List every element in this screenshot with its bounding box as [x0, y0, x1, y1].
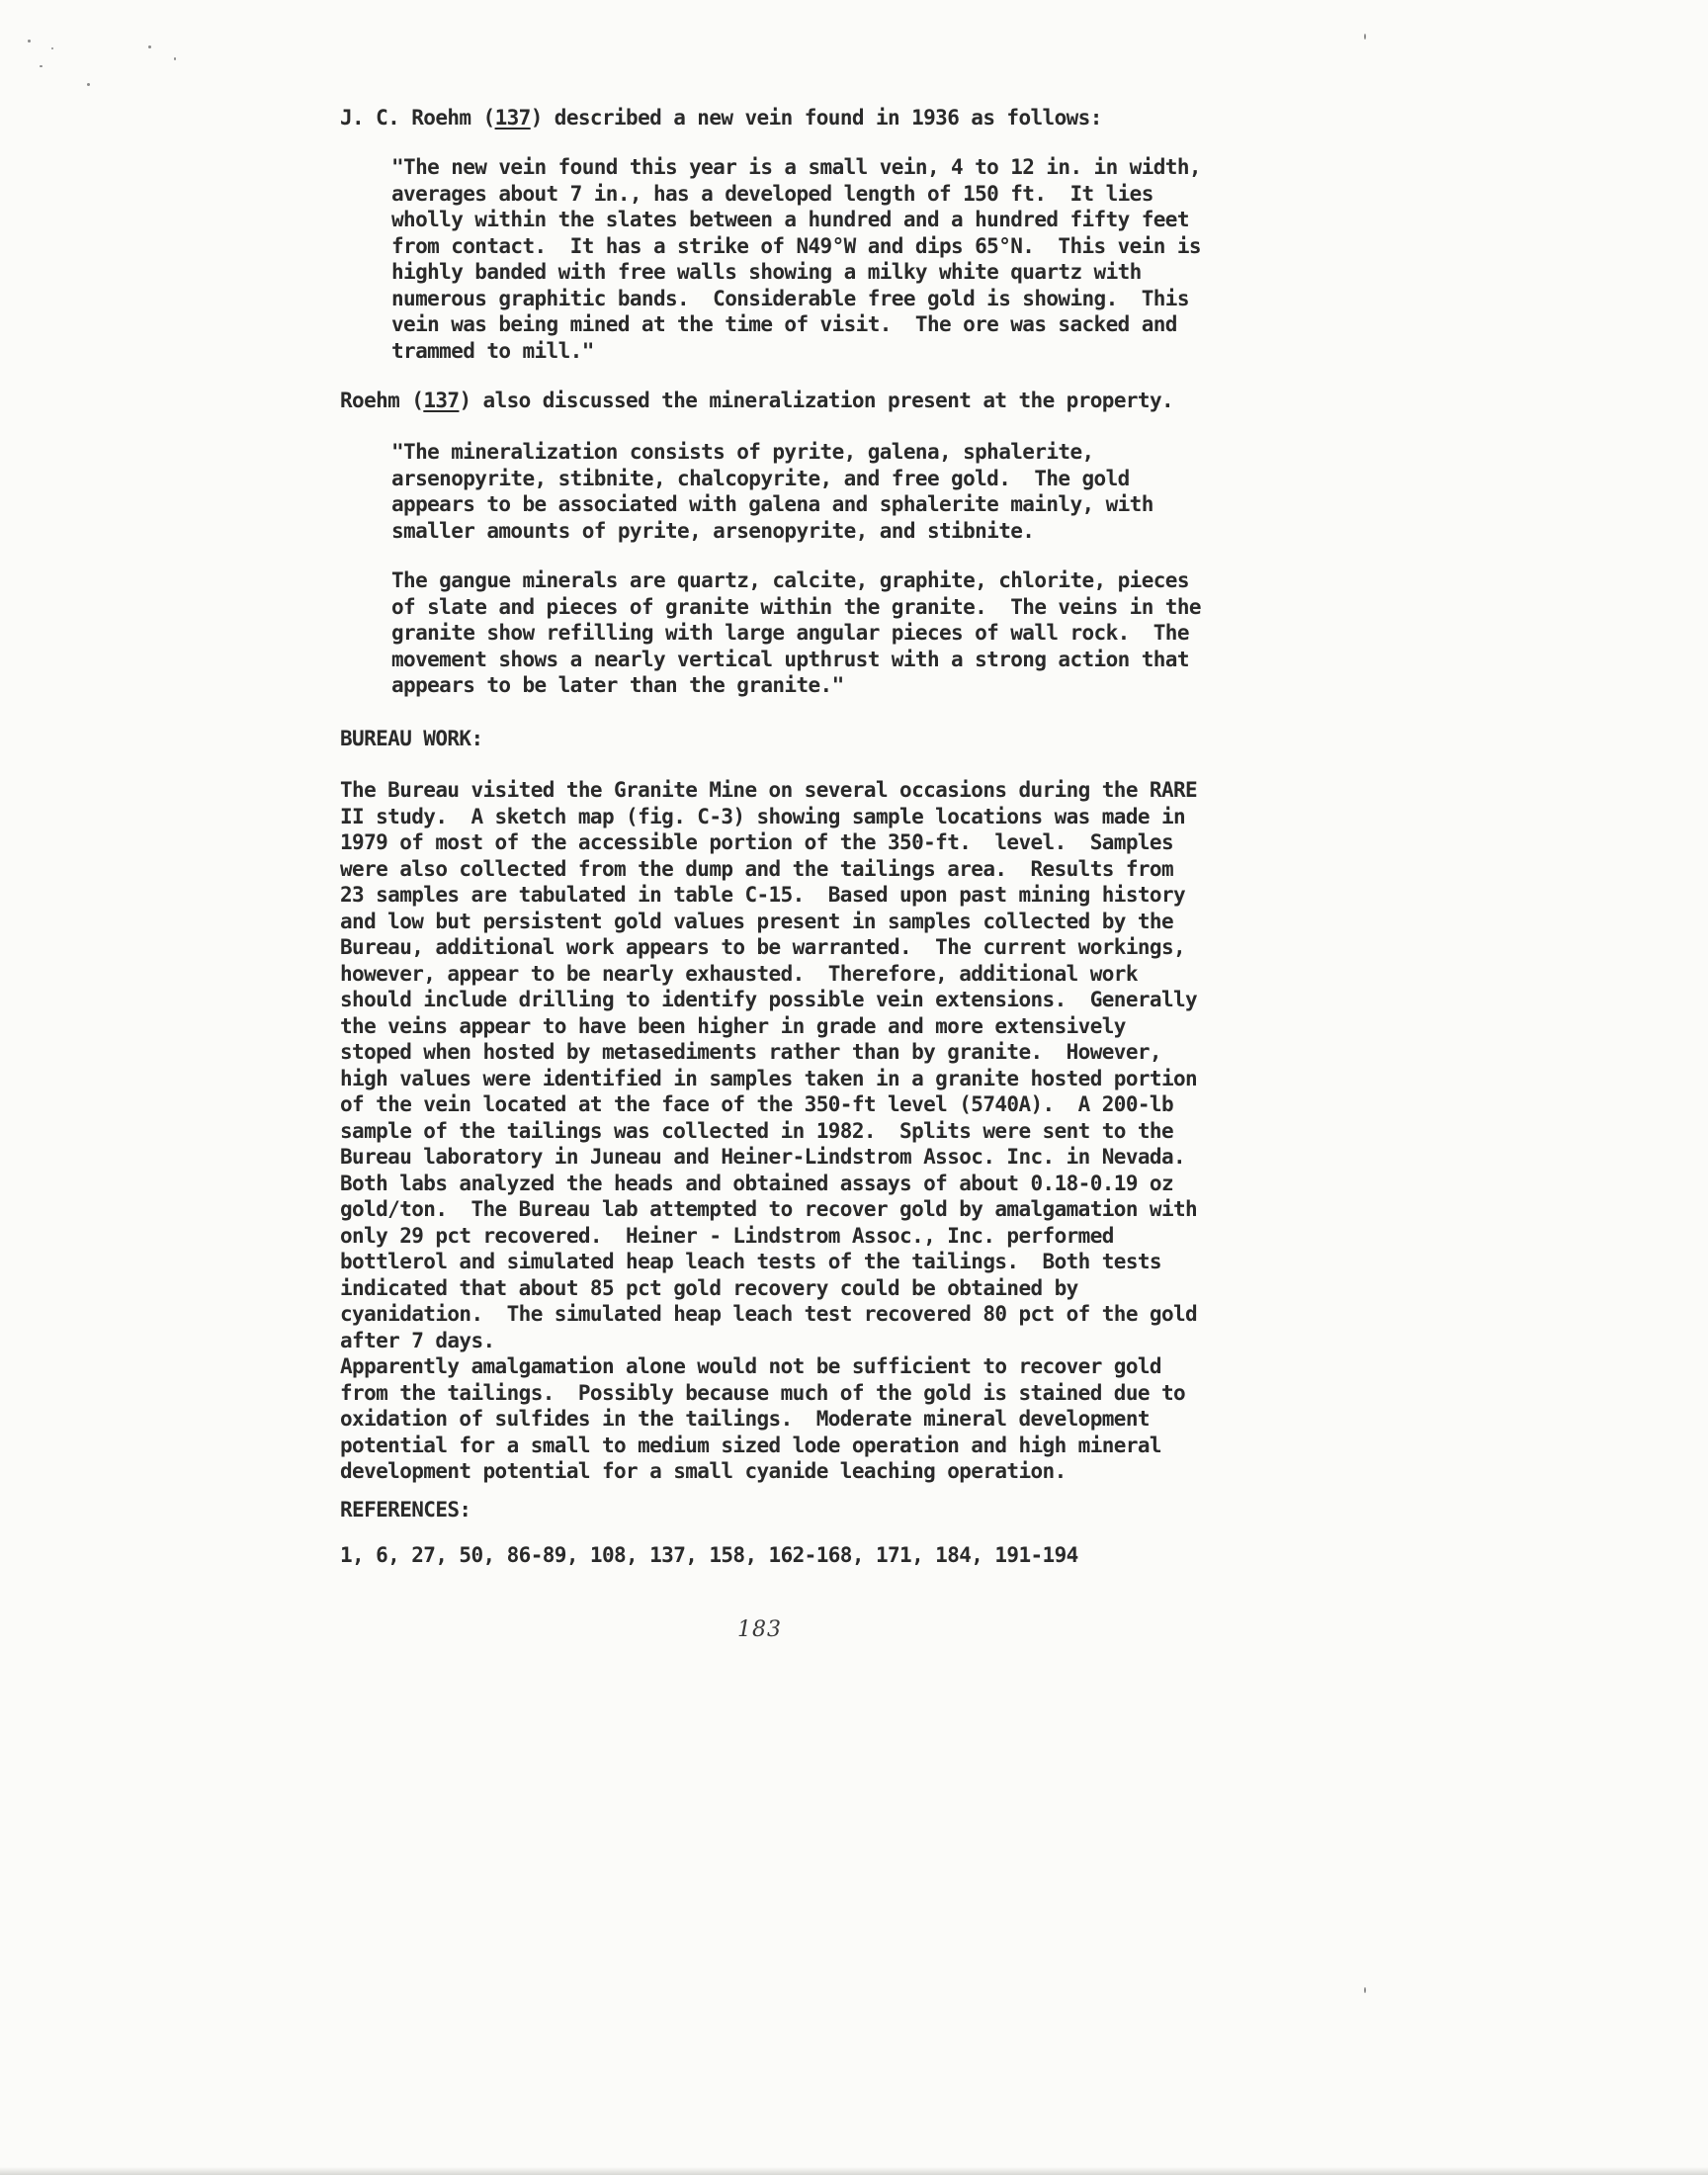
references-body [340, 1542, 1378, 1569]
intro-text-end: ) described a new vein found in 1936 as follows: [530, 106, 1102, 130]
scan-speck [40, 65, 43, 67]
vein-quote: "The new vein found this year is a small vein, 4 to 12 in. in width, averages about 7 in., has a developed length of 150 ft. It lies wholly within the slates between a hundred and a hundred fifty feet from contact. It has a strike of N49°W and dips 65°N. This vein is highly banded with free walls showing a milky white quartz with numerous graphitic bands. Considerable free gold is showing. This vein was being mined at the time of visit. The ore was sacked and trammed to mill." [391, 155, 1201, 363]
scan-speck [1364, 34, 1366, 40]
vein-quote-block [340, 154, 1378, 364]
scan-speck [51, 47, 53, 49]
mineralization-quote: "The mineralization consists of pyrite, galena, sphalerite, arsenopyrite, stibnite, chalcopyrite, and free gold. The gold appears to be associated with galena and sphalerite mainly, with smaller amounts of pyrite, arsenopyrite, and stibnite. [391, 440, 1153, 543]
bureau-work-text: The Bureau visited the Granite Mine on several occasions during the RARE II study. A sketch map (fig. C-3) showing sample locations was made in 1979 of most of the accessible portion of the 350-ft. level. Samples were also collected from the dump and the tailings area. Results from 23 samples are tabulated in table C-15. Based upon past mining history and low but persistent gold values present in samples collected by the Bureau, additional work appears to be warranted. The current workings, however, appear to be nearly exhausted. Therefore, additional work should include drilling to identify possible vein extensions. Generally the veins appear to have been higher in grade and more extensively stoped when hosted by metasediments rather than by granite. However, high values were identified in samples taken in a granite hosted portion of the vein located at the face of the 350-ft level (5740A). A 200-lb sample of the tailings was collected in 1982. Splits were sent to the Bureau laboratory in Juneau and Heiner-Lindstrom Assoc. Inc. in Nevada. Both labs analyzed the heads and obtained assays of about 0.18-0.19 oz gold/ton. The Bureau lab attempted to recover gold by amalgamation with only 29 pct recovered. Heiner - Lindstrom Assoc., Inc. performed bottlerol and simulated heap leach tests of the tailings. Both tests indicated that about 85 pct gold recovery could be obtained by cyanidation. The simulated heap leach test recovered 80 pct of the gold after 7 days. Apparently amalgamation alone would not be sufficient to recover gold from the tailings. Possibly because much of the gold is stained due to oxidation of sulfides in the tailings. Moderate mineral development potential for a small to medium sized lode operation and high mineral development potential for a small cyanide leaching operation. [340, 778, 1198, 1483]
roehm-paragraph [340, 388, 1378, 414]
references-list: 1, 6, 27, 50, 86-89, 108, 137, 158, 162-168, 171, 184, 191-194 [340, 1543, 1078, 1567]
bureau-work-section [340, 726, 1378, 752]
scan-speck [87, 83, 90, 86]
bureau-work-body [340, 777, 1378, 1485]
scan-speck [1364, 1987, 1366, 1993]
gangue-quote: The gangue minerals are quartz, calcite, graphite, chlorite, pieces of slate and pieces of granite within the granite. The veins in the granite show refilling with large angular pieces of wall rock. The movement shows a nearly vertical upthrust with a strong action that appears to be later than the granite." [391, 568, 1201, 697]
scan-speck [148, 45, 151, 48]
reference-137-link: 137 [423, 389, 460, 412]
gangue-quote-block [340, 567, 1378, 699]
intro-line [340, 105, 1378, 131]
intro-text-start: J. C. Roehm ( [340, 106, 495, 130]
scan-speck [28, 40, 31, 43]
references-section [340, 1497, 1378, 1523]
references-heading: REFERENCES: [340, 1498, 471, 1522]
roehm-line [340, 388, 1378, 414]
roehm-text-end: ) also discussed the mineralization present at the property. [459, 389, 1174, 412]
scan-speck [174, 57, 176, 60]
scan-edge-shadow [0, 2167, 1708, 2175]
mineralization-quote-block [340, 439, 1378, 544]
page-number: 183 [737, 1617, 782, 1642]
intro-paragraph [340, 105, 1378, 131]
bureau-work-heading: BUREAU WORK: [340, 727, 483, 750]
roehm-text-start: Roehm ( [340, 389, 424, 412]
reference-137-link: 137 [494, 106, 531, 130]
